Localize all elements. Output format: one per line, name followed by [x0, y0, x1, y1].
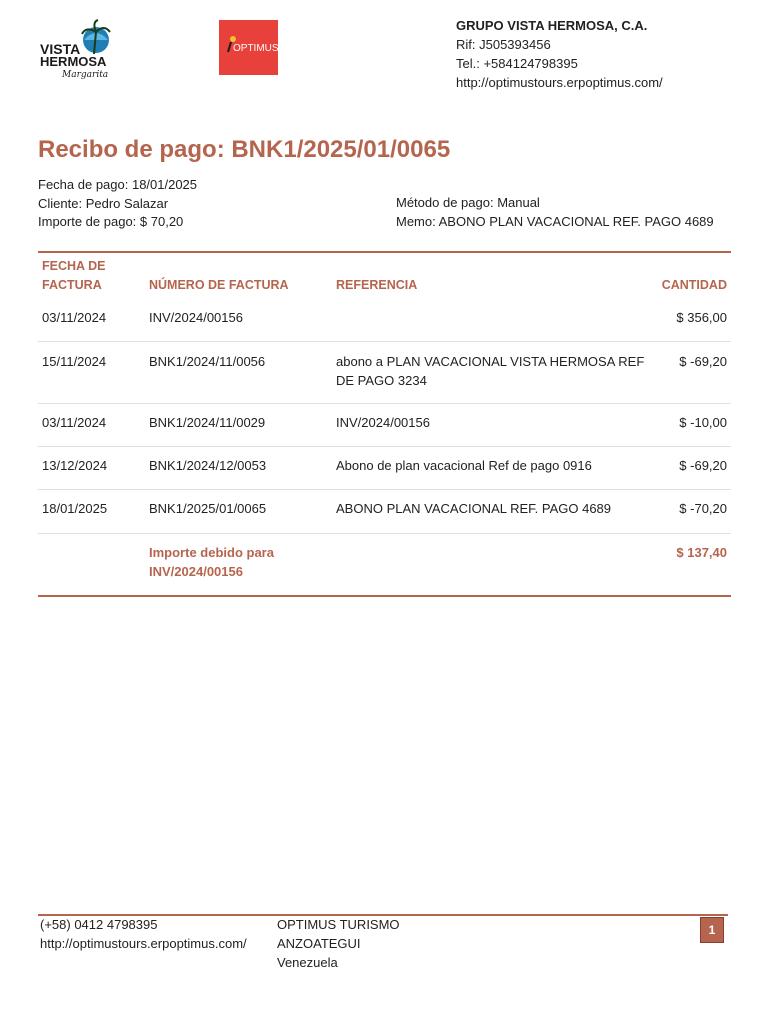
- company-name: GRUPO VISTA HERMOSA, C.A.: [456, 18, 648, 33]
- company-rif: Rif: J505393456: [456, 37, 551, 52]
- customer: Cliente: Pedro Salazar: [38, 195, 169, 211]
- receipt-info-left: [38, 176, 197, 232]
- table-header: [38, 253, 731, 295]
- table-row: [38, 447, 731, 490]
- company-info: [456, 16, 663, 92]
- footer-address: [277, 916, 400, 972]
- logo-text-margarita: Margarita: [62, 70, 109, 80]
- footer-state: ANZOATEGUI: [277, 935, 361, 951]
- optimus-logo-text: OPTIMUS: [233, 43, 278, 54]
- table-row: [38, 404, 731, 447]
- header-fecha: [42, 257, 142, 294]
- cell-fecha: 03/11/2024: [42, 310, 107, 325]
- header-fecha-line1: FECHA DE: [42, 259, 106, 273]
- footer-contact: [40, 916, 260, 954]
- cell-referencia: abono a PLAN VACACIONAL VISTA HERMOSA REF DE PAGO 3234: [336, 354, 645, 388]
- table-row: [38, 342, 731, 404]
- header-referencia: REFERENCIA: [336, 278, 418, 292]
- footer-phone: (+58) 0412 4798395: [40, 917, 158, 932]
- logo-text-hermosa: HERMOSA: [40, 54, 107, 69]
- cell-numero: BNK1/2025/01/0065: [149, 501, 267, 516]
- amount-due-value: $ 137,40: [676, 545, 727, 560]
- amount-due-label: Importe debido para INV/2024/00156: [149, 545, 274, 579]
- cell-cantidad: $ -69,20: [679, 458, 727, 473]
- cell-cantidad: $ 356,00: [676, 310, 727, 325]
- table-row: [38, 490, 731, 534]
- header-cantidad: CANTIDAD: [661, 278, 727, 292]
- payment-method: Método de pago: Manual: [396, 195, 540, 210]
- cell-fecha: 15/11/2024: [42, 354, 107, 369]
- logo-text-vista: VISTA: [40, 41, 81, 57]
- cell-numero: BNK1/2024/12/0053: [149, 458, 267, 473]
- company-tel: Tel.: +584124798395: [456, 56, 578, 71]
- footer-country: Venezuela: [277, 954, 338, 970]
- cell-numero: BNK1/2024/11/0056: [149, 354, 266, 369]
- header-numero: NÚMERO DE FACTURA: [149, 278, 289, 292]
- invoice-table: [38, 251, 731, 597]
- footer-url[interactable]: http://optimustours.erpoptimus.com/: [40, 935, 247, 951]
- cell-cantidad: $ -70,20: [679, 501, 727, 516]
- logo-area: [38, 18, 198, 84]
- page-title: Recibo de pago: BNK1/2025/01/0065: [38, 136, 451, 163]
- vista-hermosa-logo: [38, 18, 118, 82]
- company-url[interactable]: http://optimustours.erpoptimus.com/: [456, 75, 663, 90]
- optimus-logo: [219, 20, 278, 75]
- cell-numero: INV/2024/00156: [149, 310, 243, 325]
- payment-memo: Memo: ABONO PLAN VACACIONAL REF. PAGO 4689: [396, 213, 714, 229]
- cell-cantidad: $ -10,00: [679, 415, 727, 430]
- receipt-info-right: [396, 194, 714, 231]
- footer-company: OPTIMUS TURISMO: [277, 917, 400, 932]
- amount-due-row: [38, 534, 731, 595]
- cell-referencia: INV/2024/00156: [336, 415, 430, 430]
- cell-numero: BNK1/2024/11/0029: [149, 415, 266, 430]
- cell-cantidad: $ -69,20: [679, 354, 727, 369]
- cell-fecha: 13/12/2024: [42, 458, 108, 473]
- table-row: [38, 295, 731, 342]
- cell-referencia: Abono de plan vacacional Ref de pago 0916: [336, 458, 592, 473]
- cell-fecha: 03/11/2024: [42, 415, 107, 430]
- page-number: 1: [700, 917, 724, 943]
- cell-referencia: ABONO PLAN VACACIONAL REF. PAGO 4689: [336, 501, 612, 516]
- payment-amount: Importe de pago: $ 70,20: [38, 214, 184, 229]
- cell-fecha: 18/01/2025: [42, 501, 108, 516]
- payment-date: Fecha de pago: 18/01/2025: [38, 177, 198, 192]
- header-fecha-line2: FACTURA: [42, 277, 102, 292]
